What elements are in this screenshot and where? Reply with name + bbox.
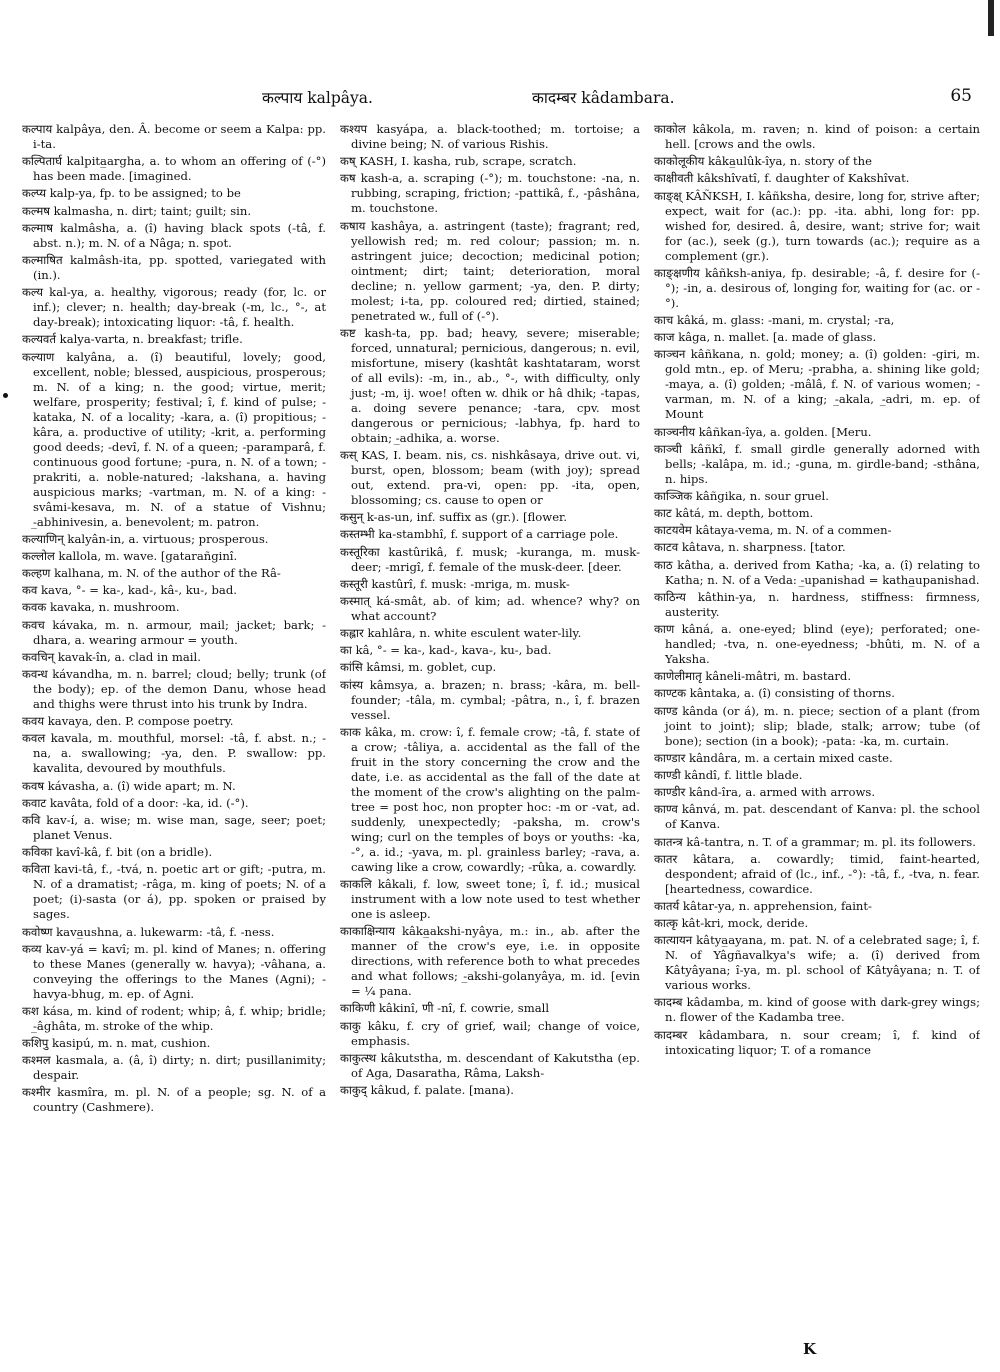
dictionary-entry: कशिपु kasipú, m. n. mat, cushion. — [22, 1036, 211, 1051]
dictionary-entry: काठ kâtha, a. derived from Katha; -ka, a. (î) relating to Katha; n. N. of a Veda: -̲upanishad = katha̲upanishad. — [654, 557, 980, 587]
dictionary-entry: कवोष्ण kava̲ushna, a. lukewarm: -tâ, f. -ness. — [22, 924, 275, 939]
scan-edge-mark — [988, 0, 994, 36]
dictionary-entry: कात्कृ kât-kri, mock, deride. — [654, 916, 809, 931]
column-right — [654, 122, 980, 1337]
dictionary-entry: कातर्य kâtar-ya, n. apprehension, faint- — [654, 898, 872, 913]
dictionary-entry: कादम्बर kâdambara, n. sour cream; î, f. kind of intoxicating liquor; T. of a romance — [654, 1027, 980, 1057]
dictionary-entry: काण्व kânvá, m. pat. descendant of Kanva: pl. the school of Kanva. — [654, 802, 980, 832]
dictionary-entry: काकुत्स्थ kâkutstha, m. descendant of Kakutstha (ep. of Aga, Dasaratha, Râma, Laksh- — [340, 1050, 640, 1080]
dictionary-entry: काकाक्षिन्याय kâka̲akshi-nyâya, m.: in., ab. after the manner of the crow's eye, i.e. in opposite directions, with reference both to what precedes and what follows; -̲akshi-golanyâya, m. id. [evin = ¼ pana. — [340, 924, 640, 999]
dictionary-entry: कवि kav-í, a. wise; m. wise man, sage, seer; poet; planet Venus. — [22, 812, 326, 842]
dictionary-entry: काञ्जिक kâñgika, n. sour gruel. — [654, 488, 829, 503]
dictionary-entry: कह्लार kahlâra, n. white esculent water-lily. — [340, 626, 582, 641]
dictionary-entry: काण्ड kânda (or á), m. n. piece; section of a plant (from joint to joint); slip; blade, stalk; arrow; tube (of bone); section (in a book); -pata: -ka, m. curtain. — [654, 703, 980, 748]
dictionary-entry: कवक kavaka, n. mushroom. — [22, 600, 180, 615]
dictionary-entry: काकिणी kâkinî, णी -nî, f. cowrie, small — [340, 1001, 550, 1016]
dictionary-entry: कश kása, m. kind of rodent; whip; â, f. whip; bridle; -̲âghâta, m. stroke of the whip. — [22, 1003, 326, 1033]
dictionary-entry: कश्मीर kasmîra, m. pl. N. of a people; sg. N. of a country (Cashmere). — [22, 1085, 326, 1115]
dictionary-entry: काञ्चनीय kâñkan-îya, a. golden. [Meru. — [654, 424, 872, 439]
dictionary-entry: काच kâká, m. glass: -mani, m. crystal; -ra, — [654, 312, 895, 327]
dictionary-entry: काक्षीवती kâkshîvatî, f. daughter of Kakshîvat. — [654, 171, 910, 186]
dictionary-entry: काज kâga, n. mallet. [a. made of glass. — [654, 330, 877, 345]
dictionary-entry: कस् KAS, I. beam. nis, cs. nishkâsaya, drive out. vi, burst, open, blossom; beam (with joy); spread out, extend. pra-vi, open: pp. -ita, open, blossoming; cs. cause to open or — [340, 447, 640, 507]
dictionary-body — [22, 122, 980, 1337]
dictionary-entry: कल्माष kalmâsha, a. (î) having black spots (-tâ, f. abst. n.); m. N. of a Nâga; n. spot. — [22, 220, 326, 250]
header-left-word: कल्पाय kalpâya. — [262, 89, 373, 107]
dictionary-entry: कषाय kashâya, a. astringent (taste); fragrant; red, yellowish red; m. red colour; passion; m. n. astringent juice; decoction; medicinal potion; ointment; dirt; taint; deterioration, moral decline; n. yellow garment; -ya, den. P. dirty; molest; i-ta, pp. coloured red; dirtied, stained; penetrated w., full of (-°). — [340, 218, 640, 323]
dictionary-entry: कष्ट kash-ta, pp. bad; heavy, severe; miserable; forced, unnatural; pernicious, dangerous; n. evil, misfortune, misery (kashtât kashtataram, worst of all evils): -m, in., ab., °-, with difficulty, only just; -m, ij. woe! often w. dhik or hâ dhik; -tapas, a. doing severe penance; -tara, cpv. most dangerous or pernicious; -labhya, fp. hard to obtain; -̲adhika, a. worse. — [340, 325, 640, 445]
margin-dot — [3, 393, 8, 398]
dictionary-entry: कल्पितार्घ kalpita̲argha, a. to whom an offering of (-°) has been made. [imagined. — [22, 154, 326, 184]
dictionary-entry: काण kâná, a. one-eyed; blind (eye); perforated; one-handled; -tva, n. one-eyedness; -bhûti, m. N. of a Yaksha. — [654, 622, 980, 666]
dictionary-entry: कांसि kâmsi, m. goblet, cup. — [340, 660, 497, 675]
dictionary-entry: काकलि kâkali, f. low, sweet tone; î, f. id.; musical instrument with a low note used to test whether one is asleep. — [340, 877, 640, 921]
dictionary-entry: कातन्त्र kâ-tantra, n. T. of a grammar; m. pl. its followers. — [654, 834, 976, 849]
dictionary-entry: कल्माषित kalmâsh-ita, pp. spotted, variegated with (in.). — [22, 252, 326, 282]
dictionary-entry: काटव kâtava, n. sharpness. [tator. — [654, 540, 846, 555]
dictionary-entry: काठिन्य kâthin-ya, n. hardness, stiffness: firmness, austerity. — [654, 589, 980, 619]
dictionary-entry: कश्यप kasyápa, a. black-toothed; m. tortoise; a divine being; N. of various Rishis. — [340, 122, 640, 151]
page-number: 65 — [950, 86, 972, 106]
dictionary-entry: काटयवेम kâtaya-vema, m. N. of a commen- — [654, 523, 892, 538]
dictionary-entry: कादम्ब kâdamba, m. kind of goose with dark-grey wings; n. flower of the Kadamba tree. — [654, 995, 980, 1025]
dictionary-entry: कष kash-a, a. scraping (-°); m. touchstone: -na, n. rubbing, scraping, friction; -pattikâ, f., -pâshâna, m. touchstone. — [340, 171, 640, 216]
dictionary-entry: कात्यायन kâtya̲ayana, m. pat. N. of a celebrated sage; î, f. N. of Yâgñavalkya's wife; a. (î) derived from Kâtyâyana; î-ya, m. pl. school of Kâtyâyana; n. T. of various works. — [654, 933, 980, 993]
dictionary-entry: कल्याण kalyâna, a. (î) beautiful, lovely; good, excellent, noble; blessed, auspicious, prosperous; m. N. of a king; n. the good; virtue, merit; welfare, prosperity; festival; î, f. kind of pulse; -kataka, N. of a locality; -kara, a. (î) propitious; -kâra, a. productive of utility; -krit, a. performing good deeds; -devî, f. N. of a queen; -paramparâ, f. continuous good fortune; -pura, n. N. of a town; -prakriti, a. noble-natured; -lakshana, a. having auspicious marks; -vartman, m. N. of a king: -svâmi-kesava, m. N. of a statue of Vishnu; -̲abhinivesin, a. benevolent; m. patron. — [22, 349, 326, 529]
dictionary-entry: कातर kâtara, a. cowardly; timid, faint-hearted, despondent; afraid of (lc., inf., -°): -tâ, f., -tva, n. fear. [heartedness, cowardice. — [654, 851, 980, 896]
dictionary-entry: का kâ, °- = ka-, kad-, kava-, ku-, bad. — [340, 643, 552, 658]
dictionary-entry: काण्टक kântaka, a. (î) consisting of thorns. — [654, 686, 895, 701]
dictionary-entry: कांस्य kâmsya, a. brazen; n. brass; -kâra, m. bell-founder; -tâla, m. cymbal; -pâtra, n., î, f. brazen vessel. — [340, 677, 640, 722]
dictionary-entry: कल्लोल kallola, m. wave. [gatarañginî. — [22, 548, 238, 563]
dictionary-entry: कवचिन् kavak-în, a. clad in mail. — [22, 649, 201, 664]
header-right-word: कादम्बर kâdambara. — [532, 89, 675, 107]
running-header — [22, 86, 980, 110]
dictionary-entry: कल्यवर्त kalya-varta, n. breakfast; trifle. — [22, 332, 243, 347]
column-middle — [340, 122, 640, 1337]
dictionary-entry: कव्य kav-yá = kavî; m. pl. kind of Manes; n. offering to these Manes (generally w. havya); -vâhana, a. conveying the offerings to the Manes (Agni); -havya-bhug, m. ep. of Agni. — [22, 941, 326, 1001]
dictionary-entry: कवच kávaka, m. n. armour, mail; jacket; bark; -dhara, a. wearing armour = youth. — [22, 617, 326, 647]
dictionary-entry: काञ्ची kâñkî, f. small girdle generally adorned with bells; -kalâpa, m. id.; -guna, m. girdle-band; -sthâna, n. hips. — [654, 441, 980, 486]
dictionary-entry: कस्मात् ká-smât, ab. of kim; ad. whence? why? on what account? — [340, 593, 640, 623]
signature-mark: K — [802, 1340, 816, 1358]
dictionary-entry: कस्तम्भी ka-stambhî, f. support of a carriage pole. — [340, 527, 619, 542]
dictionary-entry: काकोलूकीय kâka̲ulûk-îya, n. story of the — [654, 154, 872, 169]
dictionary-entry: काञ्चन kâñkana, n. gold; money; a. (î) golden: -giri, m. gold mtn., ep. of Meru; -prabha, a. shining like gold; -maya, a. (î) golden; -mâlâ, f. N. of various women; -varman, m. N. of a king; -̲akala, -̲adri, m. ep. of Mount — [654, 347, 980, 422]
dictionary-entry: काणेलीमातृ kâneli-mâtri, m. bastard. — [654, 669, 852, 684]
dictionary-entry: काकु kâku, f. cry of grief, wail; change of voice, emphasis. — [340, 1018, 640, 1048]
dictionary-entry: कव kava, °- = ka-, kad-, kâ-, ku-, bad. — [22, 583, 237, 598]
dictionary-entry: काकोल kâkola, m. raven; n. kind of poison: a certain hell. [crows and the owls. — [654, 122, 980, 151]
dictionary-entry: काण्डीर kând-îra, a. armed with arrows. — [654, 785, 875, 800]
dictionary-entry: काण्डार kândâra, m. a certain mixed caste. — [654, 750, 893, 765]
column-left — [22, 122, 326, 1337]
dictionary-entry: कवाट kavâta, fold of a door: -ka, id. (-°). — [22, 795, 249, 810]
dictionary-entry: कस्तूरी kastûrî, f. musk: -mriga, m. musk- — [340, 576, 570, 591]
dictionary-entry: कस्तूरिका kastûrikâ, f. musk; -kuranga, m. musk-deer; -mrigî, f. female of the musk-deer. [deer. — [340, 544, 640, 574]
dictionary-entry: कल्मष kalmasha, n. dirt; taint; guilt; sin. — [22, 203, 252, 218]
dictionary-entry: काङ्क्षणीय kâñksh-aniya, fp. desirable; -â, f. desire for (-°); -in, a. desirous of, longing for, waiting for (ac. or -°). — [654, 265, 980, 310]
dictionary-entry: कल्हण kalhana, m. N. of the author of the Râ- — [22, 566, 281, 581]
dictionary-entry: कवष kávasha, a. (î) wide apart; m. N. — [22, 778, 236, 793]
dictionary-entry: कविता kavi-tâ, f., -tvá, n. poetic art or gift; -putra, m. N. of a dramatist; -râga, m. king of poets; N. of a poet; (i)-sasta (or á), pp. spoken or praised by sages. — [22, 862, 326, 922]
dictionary-entry: काक kâka, m. crow: î, f. female crow; -tâ, f. state of a crow; -tâliya, a. accidental as the fall of the fruit in the story concerning the crow and the date, i.e. as accidental as the fall of the date at the moment of the crow's alighting on the palm-tree = post hoc, non propter hoc: -m or -vat, ad. suddenly, unexpectedly; -paksha, m. crow's wing; curl on the temples of boys or youths: -ka, -°, a. id.; -yava, m. pl. grainless barley; -rava, a. cawing like a crow, cowardly; -rûka, a. cowardly. — [340, 724, 640, 874]
dictionary-entry: कसुन् k-as-un, inf. suffix as (gr.). [flower. — [340, 510, 568, 525]
dictionary-entry: कल्य kal-ya, a. healthy, vigorous; ready (for, lc. or inf.); clever; n. health; day-break (-m, lc., °-, at day-break); intoxicating liquor: -tâ, f. health. — [22, 285, 326, 330]
dictionary-entry: कल्पाय kalpâya, den. Â. become or seem a Kalpa: pp. i-ta. — [22, 122, 326, 151]
dictionary-entry: काट kâtá, m. depth, bottom. — [654, 506, 814, 521]
dictionary-entry: कवल kavala, m. mouthful, morsel: -tâ, f. abst. n.; -na, a. swallowing; -ya, den. P. swallow: pp. kavalita, devoured by mouthfuls. — [22, 731, 326, 776]
dictionary-entry: कल्प्य kalp-ya, fp. to be assigned; to be — [22, 186, 241, 201]
dictionary-entry: कवन्ध kávandha, m. n. barrel; cloud; belly; trunk (of the body); ep. of the demon Danu, whose head and thighs were thrust into his trunk by Indra. — [22, 667, 326, 711]
dictionary-entry: कवय kavaya, den. P. compose poetry. — [22, 714, 234, 729]
dictionary-entry: कश्मल kasmala, a. (â, î) dirty; n. dirt; pusillanimity; despair. — [22, 1053, 326, 1083]
dictionary-entry: काङ्क्ष् KÂÑKSH, I. kâñksha, desire, long for, strive after; expect, wait for (ac.): pp. -ita. abhi, long for: pp. wished for, desired. â, desire, want; strive for; wait for (ac.), seek (g.), turn towards (ac.); require as a complement (gr.). — [654, 188, 980, 263]
dictionary-entry: काकुद् kâkud, f. palate. [mana). — [340, 1082, 514, 1097]
dictionary-entry: काण्डी kândî, f. little blade. — [654, 767, 803, 782]
dictionary-entry: कष् KASH, I. kasha, rub, scrape, scratch. — [340, 154, 577, 169]
dictionary-entry: कल्याणिन् kalyân-in, a. virtuous; prosperous. — [22, 531, 269, 546]
dictionary-entry: कविका kavî-kâ, f. bit (on a bridle). — [22, 845, 213, 860]
